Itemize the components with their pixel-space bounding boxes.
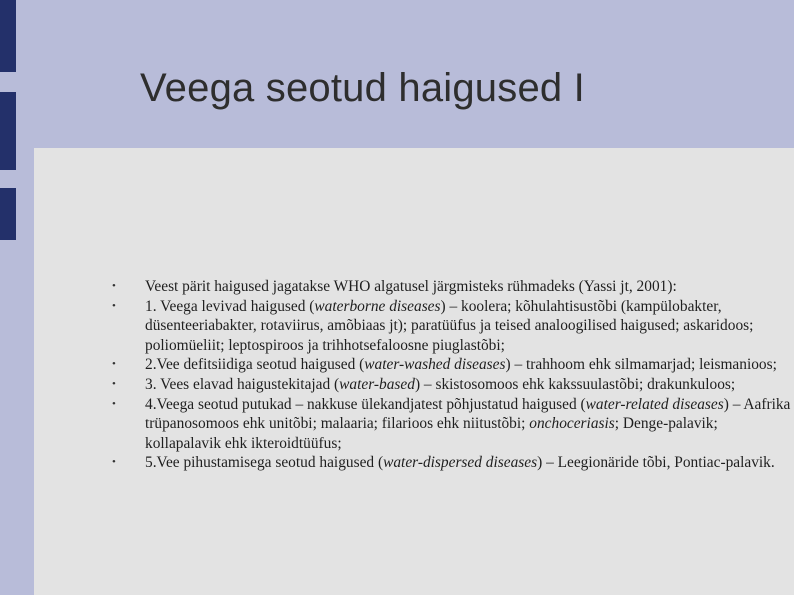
bullet-text: 5.Vee pihustamisega seotud haigused (: [145, 454, 384, 472]
bullet-icon: •: [112, 377, 116, 390]
bullet-text: Veest pärit haigused jagatakse WHO algatusel järgmisteks rühmadeks (Yassi jt, 2001):: [145, 278, 677, 295]
bullet-text: ) – trahhoom ehk silmamarjad; leismanioos;: [505, 356, 777, 374]
bullet-icon: •: [112, 299, 116, 312]
bullet-text-italic: onchoceriasis: [529, 415, 615, 433]
bullet-text: 4.Veega seotud putukad – nakkuse ülekandjatest põhjustatud haigused (: [145, 395, 586, 413]
bullet-text-italic: water-dispersed diseases: [383, 454, 538, 472]
bullet-icon: •: [112, 280, 116, 292]
bullet-text: ) – Leegionäride tõbi, Pontiac-palavik.: [537, 454, 775, 472]
bullet-item: [112, 297, 792, 356]
bullet-text: ; Denge-palavik; kollapalavik ehk ikteroidtüüfus;: [145, 415, 718, 452]
bullet-item: [112, 355, 792, 375]
bullet-text-italic: water-related diseases: [585, 395, 724, 413]
bullet-item: [112, 453, 792, 473]
bullet-icon: •: [112, 456, 116, 469]
bullet-text-italic: waterborne diseases: [314, 297, 441, 315]
bullet-text: 1. Veega levivad haigused (: [145, 297, 315, 315]
bullet-text-italic: water-washed diseases: [364, 356, 506, 374]
bullet-item: [112, 395, 792, 454]
bullet-list: [112, 277, 792, 473]
decorative-bar-middle: [0, 92, 16, 170]
slide-title: Veega seotud haigused I: [140, 66, 585, 110]
bullet-icon: •: [112, 358, 116, 371]
bullet-text-italic: water-based: [339, 375, 415, 393]
bullet-text: ) – koolera; kõhulahtisustõbi (kampülobakter, düsenteeriabakter, rotaviirus, amõbiaas jt); paratüüfus ja teised analoogilised haigused; askaridoos; poliomüeliit; leptospiroos ja trihhotsefaloosne piuglastõbi;: [145, 297, 754, 354]
bullet-text: ) – Aafrika trüpanosomoos ehk unitõbi; malaaria; filarioos ehk niitustõbi;: [145, 395, 791, 433]
bullet-text: 3. Vees elavad haigustekitajad (: [145, 375, 340, 393]
bullet-item: [112, 375, 792, 395]
bullet-item: [112, 277, 792, 297]
bullet-text: ) – skistosomoos ehk kakssuulastõbi; drakunkuloos;: [414, 375, 736, 393]
decorative-bar-top: [0, 0, 16, 72]
bullet-text: 2.Vee defitsiidiga seotud haigused (: [145, 356, 365, 374]
decorative-bar-bottom: [0, 188, 16, 240]
bullet-icon: •: [112, 397, 116, 410]
